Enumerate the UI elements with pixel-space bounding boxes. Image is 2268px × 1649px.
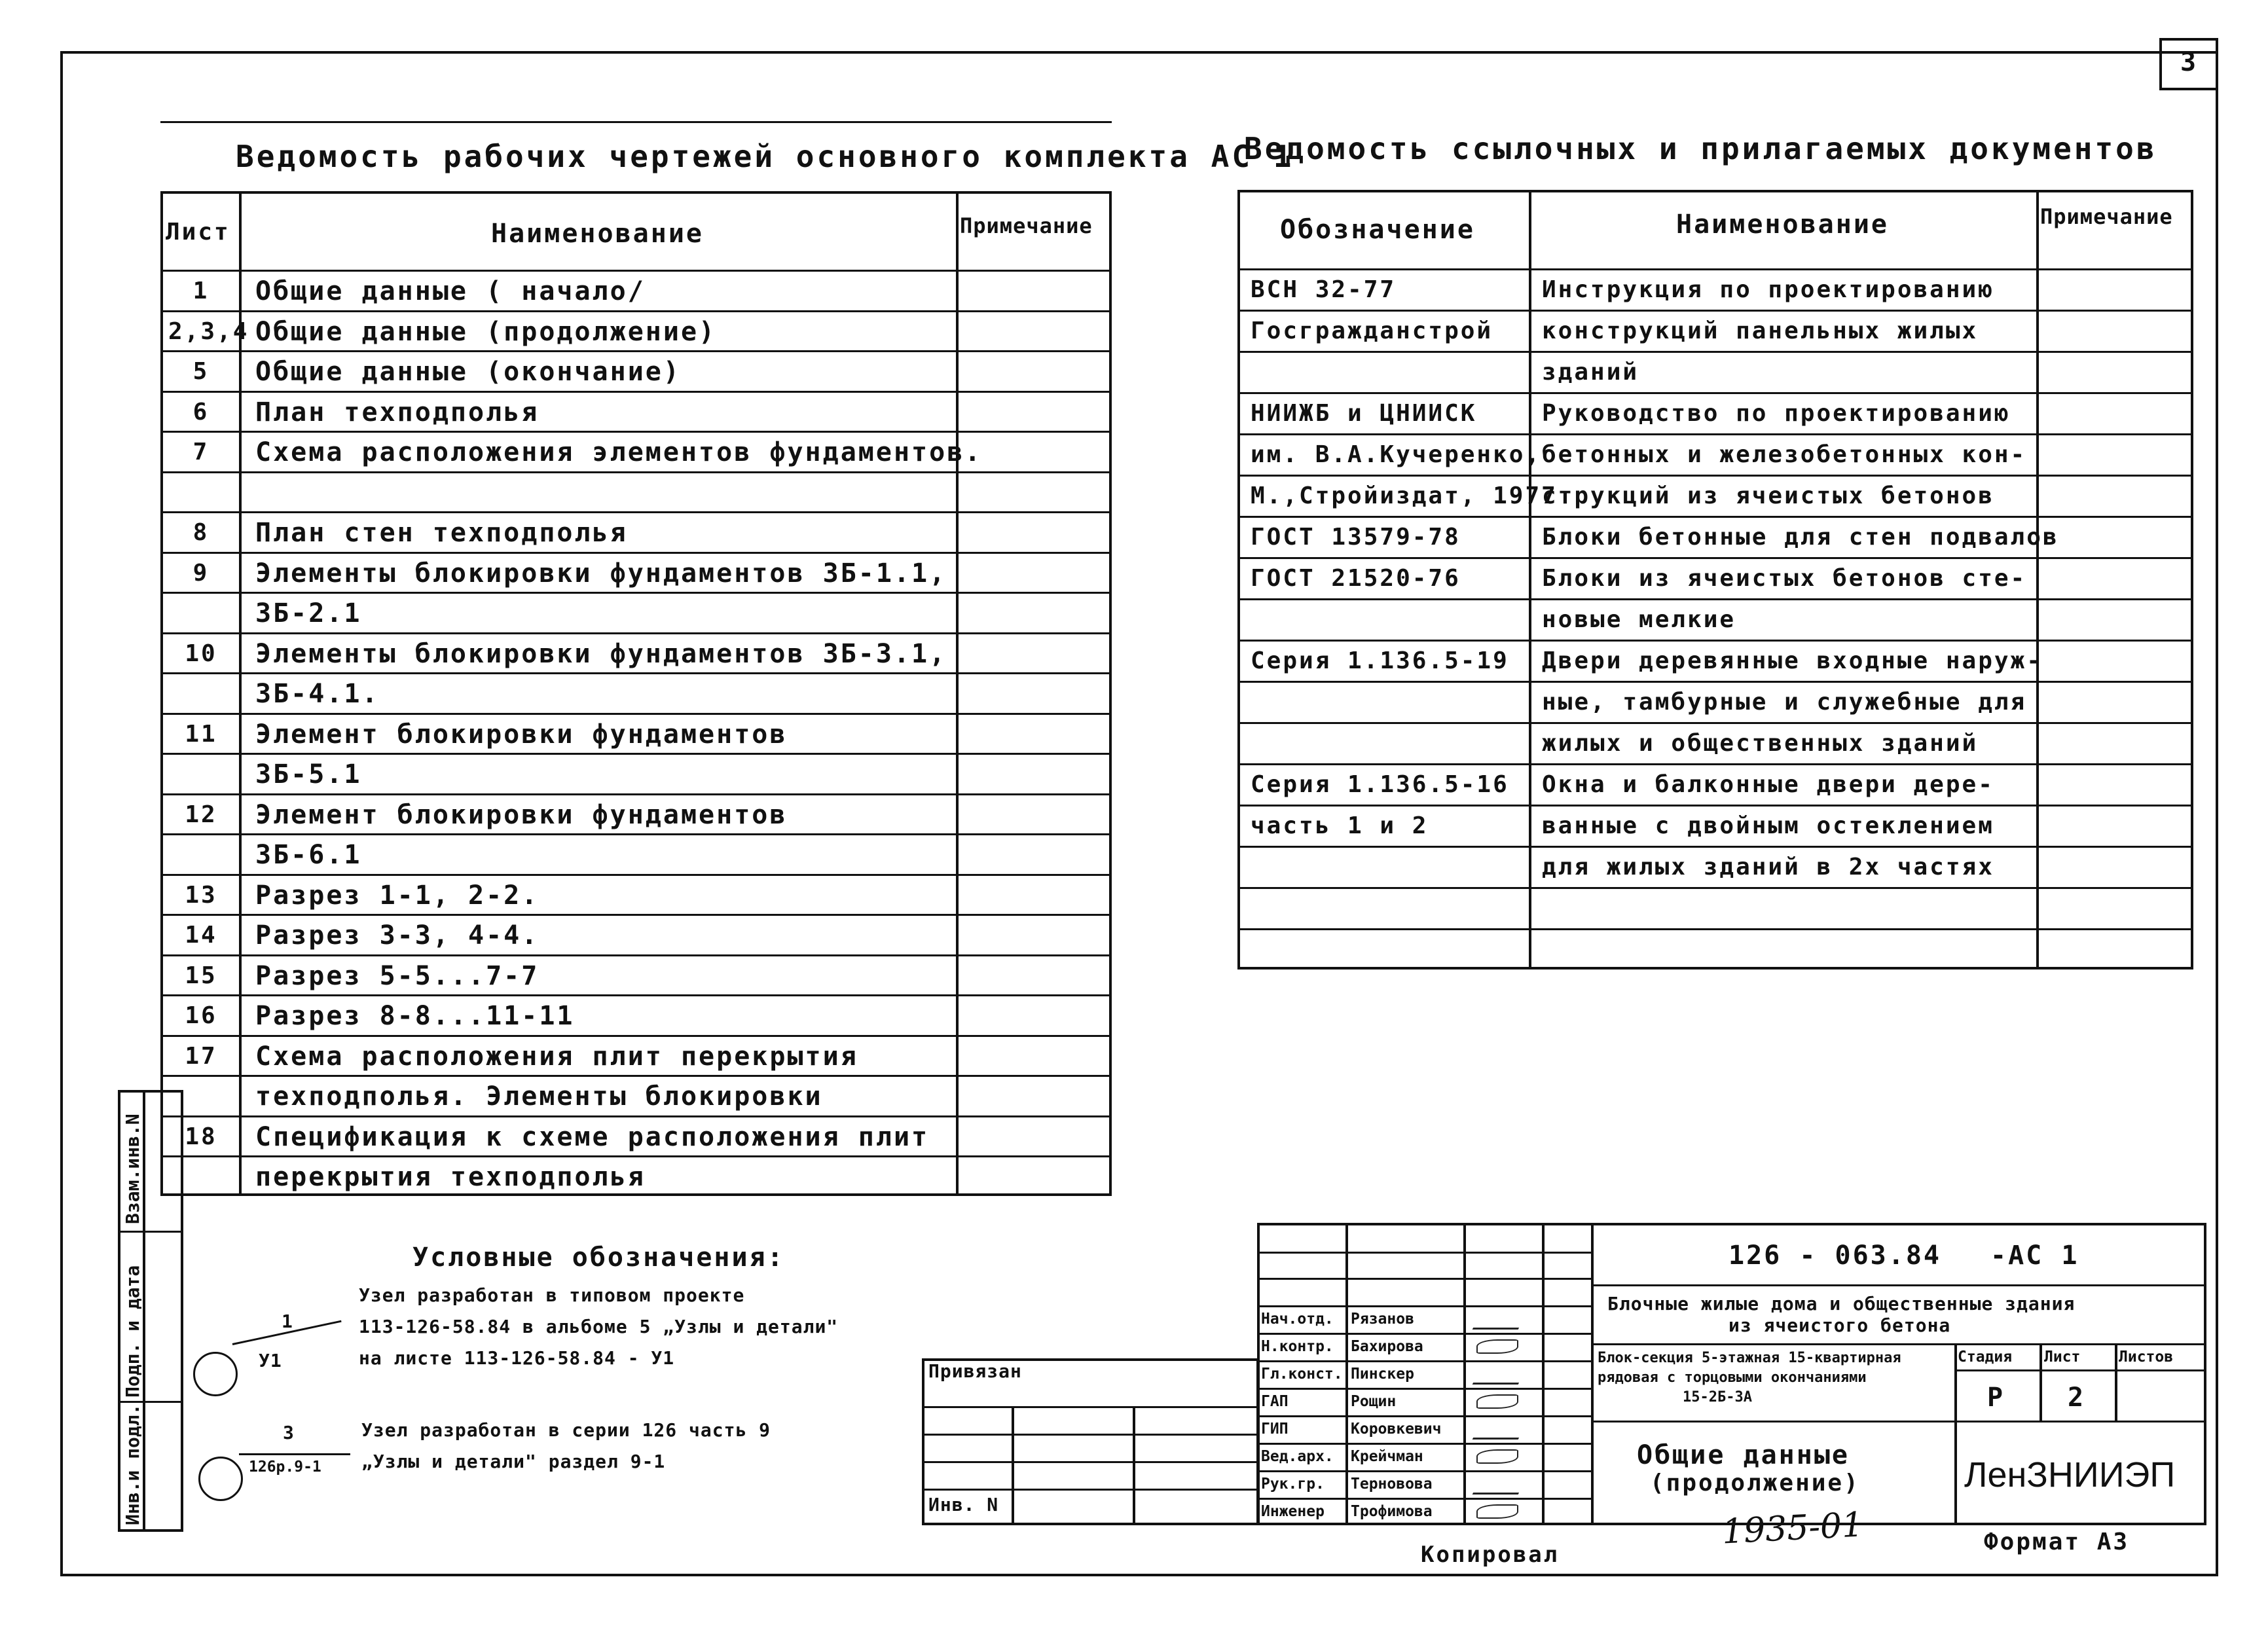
wd-header-rule [160,270,1112,272]
wd-row-rule [160,552,1112,554]
legend-item-1-line-1: Узел разработан в типовом проекте [359,1284,745,1306]
tb-staff-rule [1257,1360,1591,1362]
tb-staff-rule [1257,1470,1591,1472]
wd-row-rule [160,672,1112,674]
wd-row-rule [160,753,1112,755]
rd-header-note: Примечание [2040,204,2173,229]
legend-item-1-line-2: 113-126-58.84 в альбоме 5 „Узлы и детали" [359,1316,839,1337]
rd-row-rule [1237,433,2193,435]
wd-row-sheet: 14 [185,922,217,949]
wd-top-rule [160,121,1112,123]
wd-row-sheet: 18 [185,1123,217,1150]
wd-row-name: Общие данные (окончание) [255,357,681,387]
tb-staff-signature [1472,1367,1527,1385]
tb-sheet-title-1: Общие данные [1637,1440,1850,1470]
rd-col-divider-1 [1529,190,1531,969]
tb-project-line2: из ячеистого бетона [1728,1314,1951,1336]
rd-row-name: Двери деревянные входные наруж- [1542,647,2043,674]
rd-row-rule [1237,351,2193,353]
rd-row-name: Блоки бетонные для стен подвалов [1542,524,2059,551]
wd-row-sheet: 17 [185,1042,217,1070]
wd-row-name: Разрез 3-3, 4-4. [255,920,540,951]
wd-col-divider-2 [956,191,959,1196]
wd-row-sheet: 9 [192,559,210,587]
wd-row-rule [160,1075,1112,1077]
tb-staff-signature [1472,1422,1527,1440]
tb-staff-role: Нач.отд. [1261,1311,1334,1328]
wd-row-rule [160,793,1112,795]
wd-row-name: Схема расположения элементов фундаментов. [255,437,983,467]
tb-project-line1: Блочные жилые дома и общественные здания [1607,1293,2076,1314]
tb-staff-signature [1476,1449,1518,1464]
wd-row-sheet: 11 [185,720,217,748]
rd-row-rule [1237,805,2193,806]
tb-rule-section [1591,1421,2206,1422]
rd-header-name: Наименование [1676,209,1889,240]
wd-row-rule [160,954,1112,956]
binding-inv: Инв. N [928,1494,999,1515]
format-label: Формат А3 [1984,1529,2130,1555]
wd-row-name: Схема расположения плит перекрытия [255,1041,858,1072]
wd-row-name: План техподполья [255,397,540,427]
tb-rule-code [1591,1284,2206,1286]
rd-header-designation: Обозначение [1280,215,1475,245]
rd-row-designation: Серия 1.136.5-19 [1251,647,1509,674]
rd-row-name: бетонных и железобетонных кон- [1542,441,2027,468]
tb-col-stage: Стадия [1958,1349,2013,1366]
rd-header-rule [1237,268,2193,270]
side-stamp-rule-1 [118,1231,183,1233]
wd-row-name: Элемент блокировки фундаментов [255,799,788,830]
tb-staff-role: ГИП [1261,1421,1289,1438]
tb-staff-divider-3 [1542,1223,1545,1525]
wd-row-name: Разрез 8-8...11-11 [255,1001,575,1031]
rd-row-designation: Серия 1.136.5-16 [1251,771,1509,798]
rd-row-designation: ГОСТ 21520-76 [1251,565,1461,592]
tb-stage-divider-2 [2039,1343,2042,1421]
legend-node-2-symbol [198,1457,243,1501]
wd-row-rule [160,914,1112,916]
tb-staff-name: Рощин [1351,1393,1397,1410]
tb-staff-name: Крейчман [1351,1448,1423,1465]
side-sign-date: Подп. и дата [122,1265,143,1398]
wd-row-rule [160,431,1112,433]
tb-staff-divider-4 [1591,1223,1594,1525]
wd-row-name: Элементы блокировки фундаментов ЗБ-3.1, [255,638,947,669]
wd-row-sheet: 7 [192,439,210,465]
wd-header-note: Примечание [960,213,1093,238]
wd-row-name: ЗБ-4.1. [255,679,380,709]
copied-label: Копировал [1421,1542,1560,1568]
rd-row-name: для жилых зданий в 2х частях [1542,854,1994,880]
reference-documents-title: Ведомость ссылочных и прилагаемых документов [1244,131,2157,166]
wd-row-name: Разрез 5-5...7-7 [255,960,540,991]
rd-row-rule [1237,598,2193,600]
tb-code: 126 - 063.84 [1728,1241,1941,1271]
binding-rule-1 [922,1406,1259,1408]
rd-row-name: Инструкция по проектированию [1542,276,1994,303]
tb-stage-value: Р [1987,1383,2005,1413]
wd-row-rule [160,310,1112,312]
tb-staff-name: Трофимова [1351,1503,1433,1520]
tb-staff-signature [1476,1339,1518,1354]
rd-row-rule [1237,475,2193,477]
wd-row-rule [160,511,1112,513]
binding-rule-2 [922,1434,1259,1436]
rd-row-designation: М.,Стройиздат, 1977 [1251,482,1558,509]
tb-empty-rule [1257,1305,1591,1307]
rd-row-designation: им. В.А.Кучеренко, [1251,441,1542,468]
tb-sheet-value: 2 [2068,1383,2086,1413]
wd-row-sheet: 12 [185,801,217,828]
wd-row-name: Общие данные ( начало/ [255,276,646,306]
rd-row-rule [1237,887,2193,889]
wd-row-rule [160,471,1112,473]
legend-node-2-top: 3 [283,1422,295,1443]
legend-node-2-leader [239,1453,350,1455]
wd-row-name: техподполья. Элементы блокировки [255,1081,823,1112]
rd-row-rule [1237,392,2193,394]
rd-row-designation: ВСН 32-77 [1251,276,1397,303]
side-inv-podl: Инв.и подл. [122,1404,143,1525]
tb-staff-signature [1472,1477,1527,1495]
side-stamp-rule-2 [118,1401,183,1403]
wd-row-rule [160,874,1112,876]
tb-staff-role: Рук.гр. [1261,1476,1325,1493]
rd-col-divider-2 [2036,190,2039,969]
tb-staff-name: Бахирова [1351,1338,1423,1355]
wd-row-sheet: 1 [192,278,210,304]
rd-row-rule [1237,763,2193,765]
wd-row-name: План стен техподполья [255,518,628,548]
tb-staff-name: Коровкевич [1351,1421,1442,1438]
tb-staff-role: Инженер [1261,1503,1325,1520]
rd-row-name: струкций из ячеистых бетонов [1542,482,1994,509]
wd-row-name: Спецификация к схеме расположения плит [255,1121,930,1152]
tb-staff-name: Пинскер [1351,1366,1414,1383]
tb-section-line1: Блок-секция 5-этажная 15-квартирная [1598,1350,1901,1366]
tb-staff-divider-1 [1345,1223,1348,1525]
wd-row-rule [160,833,1112,835]
legend-item-2-line-2: „Узлы и детали" раздел 9-1 [361,1451,666,1472]
binding-rule-4 [922,1489,1259,1491]
legend-node-2-bottom: 126р.9-1 [249,1459,321,1476]
wd-row-name: Элемент блокировки фундаментов [255,719,788,750]
rd-row-designation: ГОСТ 13579-78 [1251,524,1461,551]
tb-staff-role: ГАП [1261,1393,1289,1410]
tb-staff-signature [1476,1394,1518,1409]
tb-staff-rule [1257,1443,1591,1445]
rd-row-rule [1237,722,2193,724]
tb-col-sheets: Листов [2119,1349,2174,1366]
legend-node-1-bottom: У1 [259,1350,282,1371]
rd-row-name: Блоки из ячеистых бетонов сте- [1542,565,2027,592]
tb-organization: ЛенЗНИИЭП [1964,1455,2176,1495]
rd-row-name: новые мелкие [1542,606,1736,633]
wd-row-name: ЗБ-2.1 [255,598,362,628]
wd-header-name: Наименование [491,219,704,249]
tb-sheet-title-2: (продолжение) [1650,1470,1860,1496]
wd-row-rule [160,713,1112,715]
binding-divider-2 [1133,1406,1135,1525]
rd-row-rule [1237,516,2193,518]
corner-number: 3 [2180,47,2197,77]
rd-row-designation: Госгражданстрой [1251,317,1493,344]
rd-row-name: конструкций панельных жилых [1542,317,1979,344]
rd-row-name: зданий [1542,359,1639,386]
rd-row-rule [1237,846,2193,848]
wd-row-rule [160,592,1112,594]
working-drawings-title: Ведомость рабочих чертежей основного комплекта АС 1 [236,139,1294,174]
wd-row-sheet: 15 [185,962,217,989]
binding-divider-1 [1012,1406,1014,1525]
rd-row-name: Руководство по проектированию [1542,400,2011,427]
tb-org-divider [1954,1421,1957,1525]
tb-section-line3: 15-2Б-3А [1683,1389,1752,1405]
wd-header-sheet: Лист [166,219,230,245]
binding-rule-3 [922,1461,1259,1463]
tb-staff-rule [1257,1388,1591,1390]
tb-stage-divider-3 [2115,1343,2117,1421]
tb-staff-role: Н.контр. [1261,1338,1334,1355]
wd-row-name: Разрез 1-1, 2-2. [255,880,540,911]
tb-empty-rule [1257,1278,1591,1280]
legend-node-1-symbol [193,1352,238,1396]
tb-col-sheet: Лист [2044,1349,2081,1366]
tb-staff-role: Вед.арх. [1261,1448,1334,1465]
rd-row-rule [1237,640,2193,642]
wd-row-sheet: 8 [192,519,210,546]
wd-row-rule [160,1115,1112,1117]
tb-staff-signature [1476,1504,1518,1519]
wd-row-sheet: 13 [185,881,217,909]
rd-row-name: Окна и балконные двери дере- [1542,771,1994,798]
wd-row-name: перекрытия техподполья [255,1162,646,1192]
tb-section-line2: рядовая с торцовыми окончаниями [1598,1369,1867,1386]
wd-row-rule [160,1035,1112,1037]
handwritten-number: 1935-01 [1721,1505,1865,1552]
wd-row-name: Элементы блокировки фундаментов ЗБ-1.1, [255,558,947,589]
legend-node-1-top: 1 [282,1311,293,1332]
tb-staff-name: Рязанов [1351,1311,1414,1328]
legend-item-2-line-1: Узел разработан в серии 126 часть 9 [361,1419,771,1441]
wd-row-rule [160,350,1112,352]
wd-row-sheet: 5 [192,358,210,385]
wd-row-rule [160,1155,1112,1157]
wd-row-rule [160,994,1112,996]
wd-row-name: ЗБ-6.1 [255,840,362,870]
tb-staff-rule [1257,1498,1591,1500]
wd-row-sheet: 10 [185,640,217,667]
tb-staff-role: Гл.конст. [1261,1366,1343,1383]
tb-code-suffix: -АС 1 [1990,1241,2079,1271]
legend-item-1-line-3: на листе 113-126-58.84 - У1 [359,1347,675,1369]
tb-stage-header-rule [1954,1369,2206,1371]
binding-label: Привязан [928,1360,1022,1382]
tb-staff-rule [1257,1333,1591,1335]
tb-stage-divider-1 [1954,1343,1957,1421]
wd-row-sheet: 16 [185,1002,217,1029]
rd-row-designation: часть 1 и 2 [1251,812,1429,839]
side-vzam-inv: Взам.инв.N [122,1114,143,1224]
legend-title: Условные обозначения: [412,1242,785,1273]
wd-row-name: ЗБ-5.1 [255,759,362,789]
wd-row-name: Общие данные (продолжение) [255,316,717,347]
tb-empty-rule [1257,1252,1591,1254]
tb-staff-divider-2 [1463,1223,1466,1525]
rd-row-rule [1237,310,2193,312]
rd-row-name: ные, тамбурные и служебные для [1542,689,2027,716]
rd-row-designation: НИИЖБ и ЦНИИСК [1251,400,1477,427]
rd-row-rule [1237,928,2193,930]
tb-staff-rule [1257,1415,1591,1417]
wd-row-sheet: 2,3,4 [168,317,249,345]
tb-rule-project [1591,1343,2206,1345]
wd-row-rule [160,391,1112,393]
rd-row-name: жилых и общественных зданий [1542,730,1979,757]
tb-staff-name: Терновова [1351,1476,1433,1493]
rd-row-rule [1237,557,2193,559]
rd-row-name: ванные с двойным остеклением [1542,812,1994,839]
wd-row-sheet: 6 [192,398,210,426]
rd-row-rule [1237,681,2193,683]
wd-row-rule [160,632,1112,634]
tb-staff-signature [1472,1312,1527,1330]
